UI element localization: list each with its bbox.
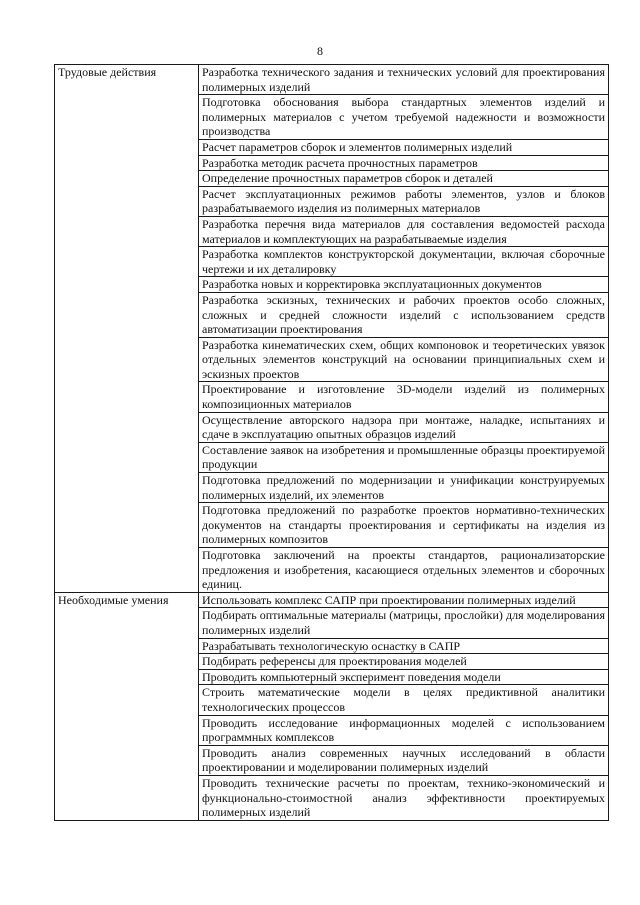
table-cell-item: Расчет эксплуатационных режимов работы элементов, узлов и блоков разрабатываемого изделия из полимерных материалов — [199, 186, 609, 216]
table-cell-item: Расчет параметров сборок и элементов полимерных изделий — [199, 139, 609, 155]
table-cell-item: Подготовка предложений по модернизации и унификации конструируемых полимерных изделий, их элементов — [199, 473, 609, 503]
table-cell-item: Разработка новых и корректировка эксплуатационных документов — [199, 277, 609, 293]
competency-table-body — [55, 65, 609, 821]
table-cell-item: Разработка эскизных, технических и рабочих проектов особо сложных, сложных и средней сложности изделий с использованием средств автоматизации проектирования — [199, 292, 609, 337]
table-cell-item: Подготовка обоснования выбора стандартных элементов изделий и полимерных материалов с учетом требуемой надежности и возможности производства — [199, 95, 609, 140]
table-cell-item: Подготовка заключений на проекты стандартов, рационализаторские предложения и изобретения, касающиеся отдельных элементов и сборочных единиц. — [199, 548, 609, 593]
table-cell-item: Использовать комплекс САПР при проектировании полимерных изделий — [199, 592, 609, 608]
table-cell-item: Составление заявок на изобретения и промышленные образцы проектируемой продукции — [199, 442, 609, 472]
table-cell-item: Определение прочностных параметров сборок и деталей — [199, 171, 609, 187]
table-cell-item: Разработка технического задания и технических условий для проектирования полимерных изделий — [199, 65, 609, 95]
section-label: Трудовые действия — [55, 65, 199, 593]
table-cell-item: Разрабатывать технологическую оснастку в САПР — [199, 638, 609, 654]
table-row — [55, 592, 609, 608]
table-cell-item: Проектирование и изготовление 3D-модели изделий из полимерных композиционных материалов — [199, 382, 609, 412]
table-cell-item: Осуществление авторского надзора при монтаже, наладке, испытаниях и сдаче в эксплуатацию опытных образцов изделий — [199, 412, 609, 442]
table-cell-item: Проводить анализ современных научных исследований в области проектировании и моделировании полимерных изделий — [199, 745, 609, 775]
table-row — [55, 65, 609, 95]
table-cell-item: Подготовка предложений по разработке проектов нормативно-технических документов на стандарты проектирования и сертификаты на изделия из полимерных композитов — [199, 503, 609, 548]
table-cell-item: Проводить технические расчеты по проектам, технико-экономический и функционально-стоимостной анализ эффективности проектируемых полимерных изделий — [199, 775, 609, 820]
table-cell-item: Проводить компьютерный эксперимент поведения модели — [199, 669, 609, 685]
table-cell-item: Разработка комплектов конструкторской документации, включая сборочные чертежи и их деталировку — [199, 247, 609, 277]
table-cell-item: Разработка кинематических схем, общих компоновок и теоретических увязок отдельных элементов конструкций на основании принципиальных схем и эскизных проектов — [199, 337, 609, 382]
table-cell-item: Подбирать оптимальные материалы (матрицы, прослойки) для моделирования полимерных изделий — [199, 608, 609, 638]
table-cell-item: Подбирать референсы для проектирования моделей — [199, 654, 609, 670]
table-cell-item: Проводить исследование информационных моделей с использованием программных комплексов — [199, 715, 609, 745]
table-cell-item: Строить математические модели в целях предиктивной аналитики технологических процессов — [199, 685, 609, 715]
section-label: Необходимые умения — [55, 592, 199, 820]
table-cell-item: Разработка перечня вида материалов для составления ведомостей расхода материалов и комплектующих на разрабатываемые изделия — [199, 216, 609, 246]
competency-table — [54, 64, 609, 821]
page-number: 8 — [317, 44, 323, 58]
table-cell-item: Разработка методик расчета прочностных параметров — [199, 155, 609, 171]
